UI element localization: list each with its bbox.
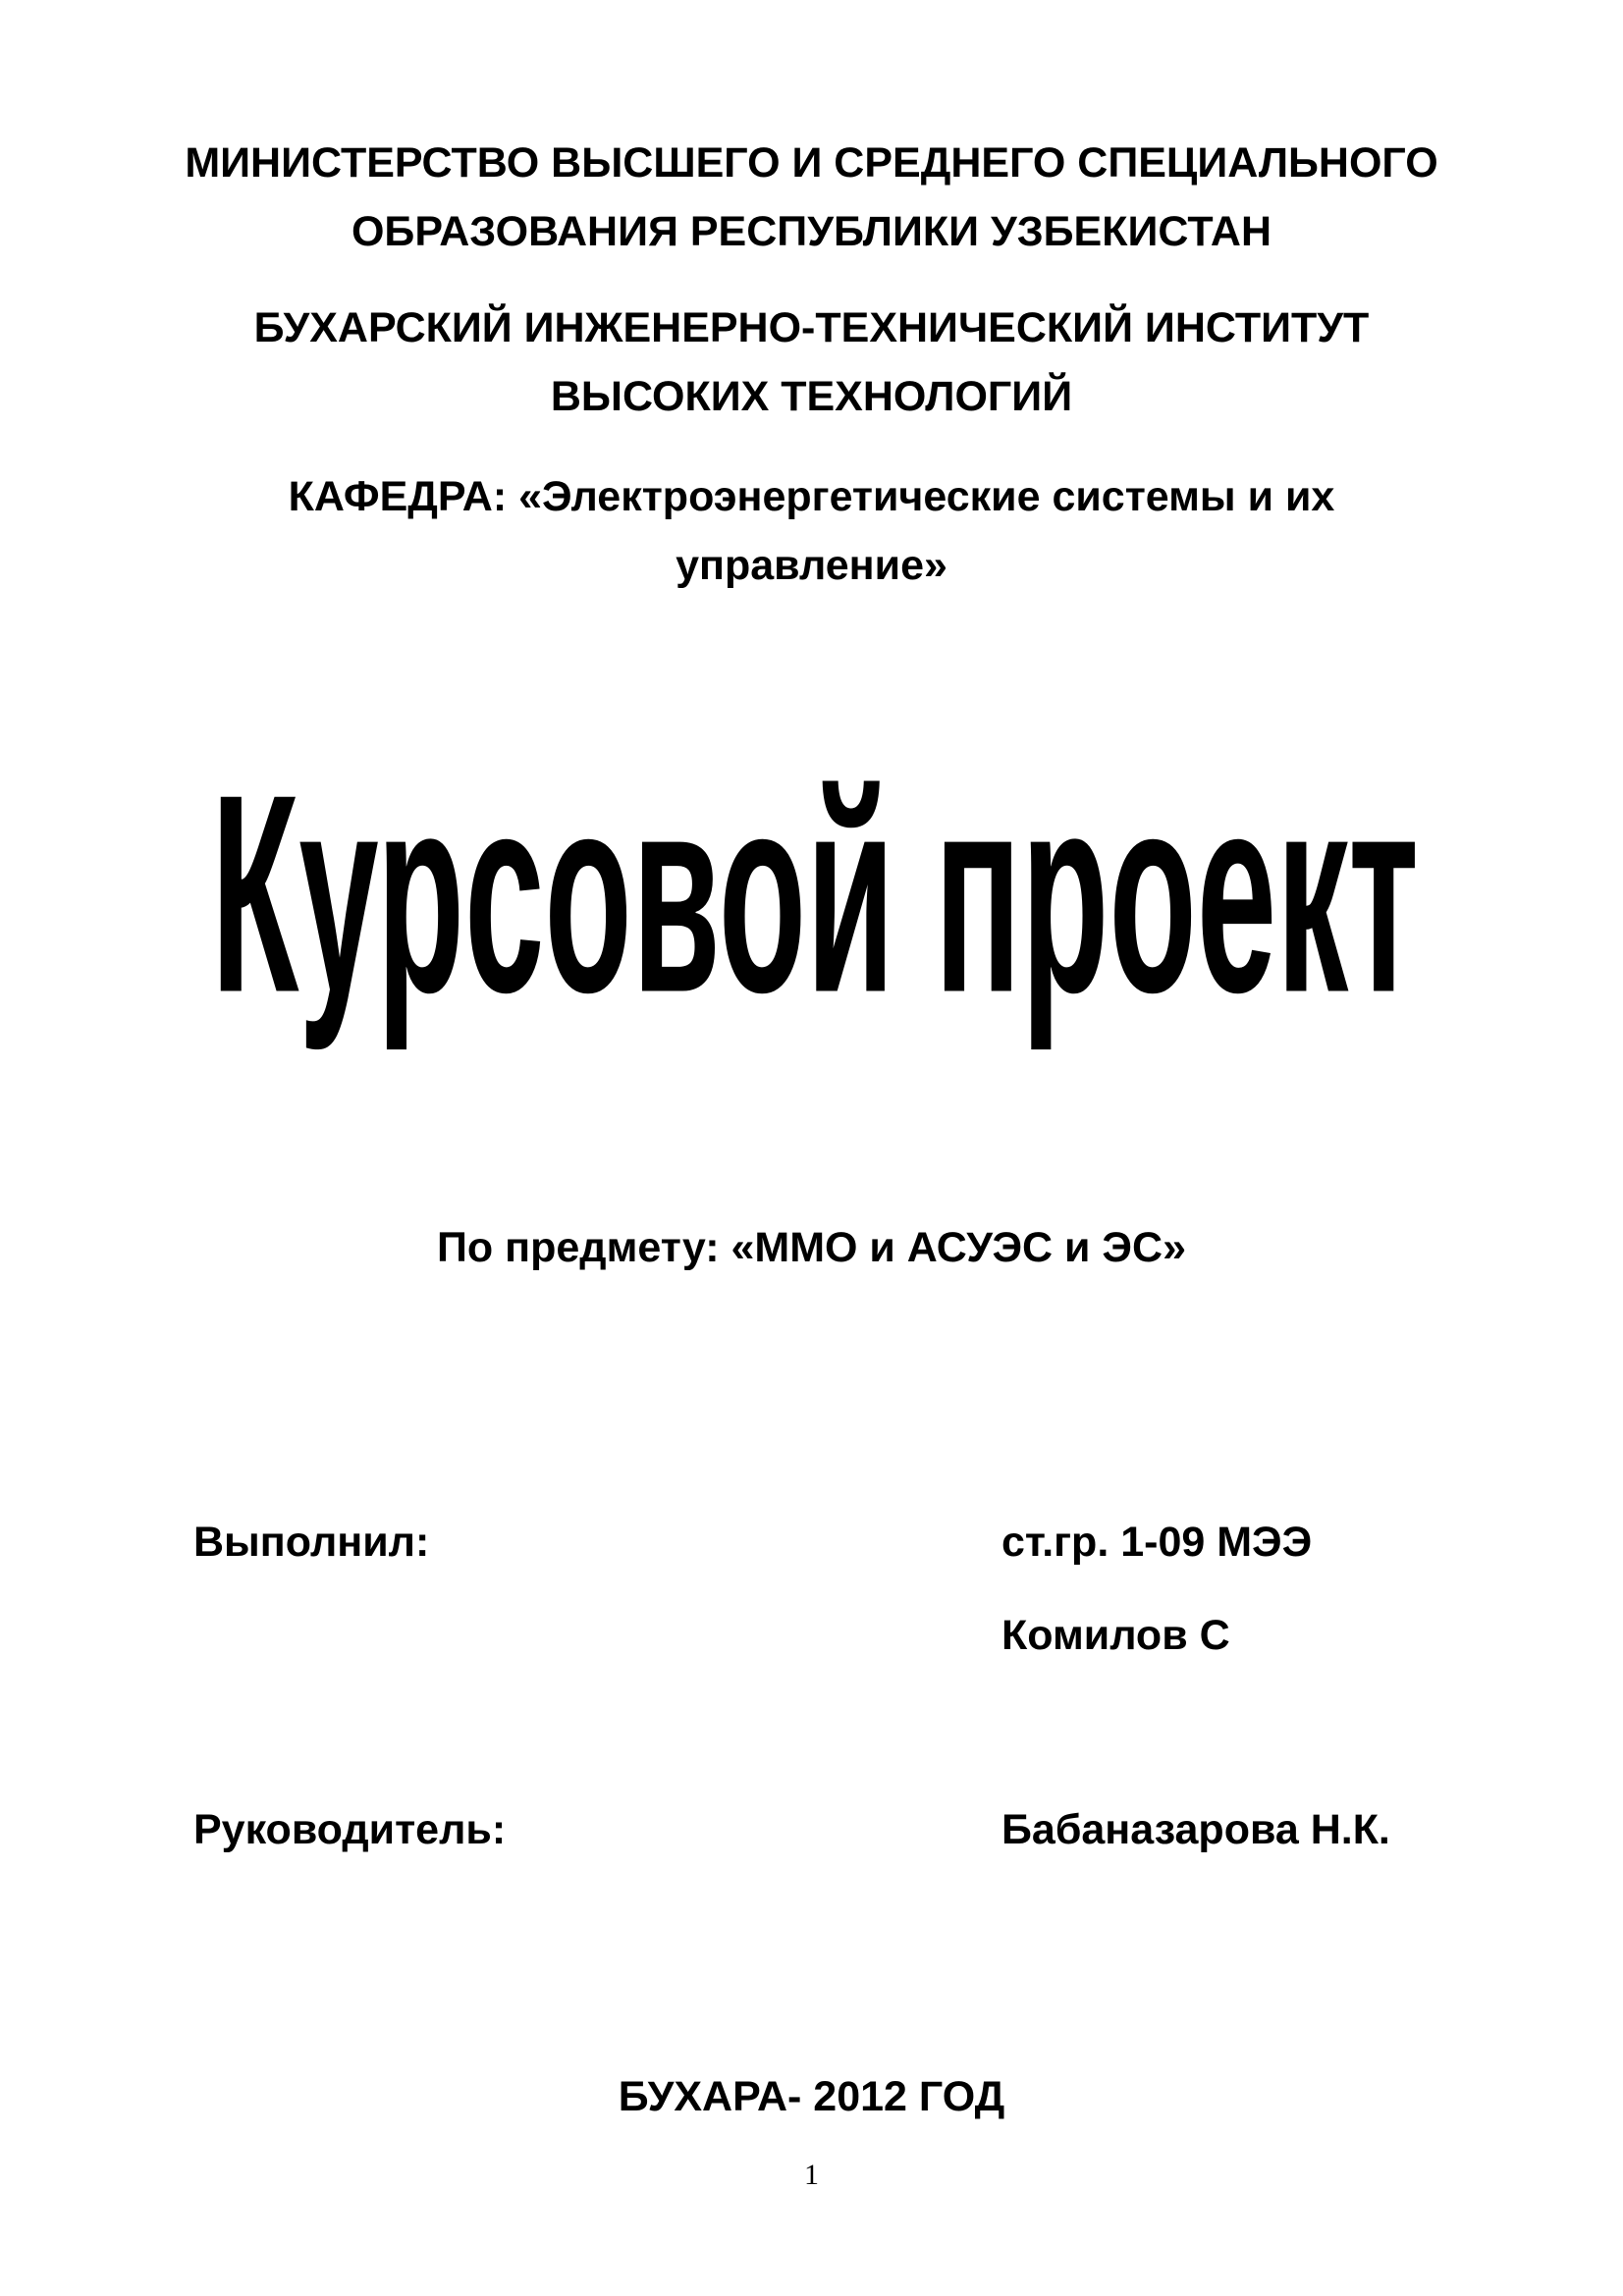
supervisor-label: Руководитель: xyxy=(193,1806,507,1853)
ministry-line-1: МИНИСТЕРСТВО ВЫСШЕГО И СРЕДНЕГО СПЕЦИАЛЬНОГО xyxy=(185,139,1438,187)
author-group: ст.гр. 1-09 МЭЭ xyxy=(1001,1519,1313,1566)
department-line-2: управление» xyxy=(676,542,947,589)
author-name: Комилов С xyxy=(1001,1612,1230,1659)
subject-line: По предмету: «ММО и АСУЭС и ЭС» xyxy=(437,1224,1186,1271)
page-number: 1 xyxy=(804,2159,819,2191)
course-project-title-art xyxy=(187,731,1443,1065)
department-line-1: КАФЕДРА: «Электроэнергетические системы и их xyxy=(288,473,1335,520)
city-year: БУХАРА- 2012 ГОД xyxy=(618,2073,1005,2120)
institute-line-2: ВЫСОКИХ ТЕХНОЛОГИЙ xyxy=(550,373,1073,420)
institute-line-1: БУХАРСКИЙ ИНЖЕНЕРНО-ТЕХНИЧЕСКИЙ ИНСТИТУТ xyxy=(253,304,1370,351)
author-label: Выполнил: xyxy=(193,1519,430,1566)
course-project-title-text: Курсовой проект xyxy=(210,736,1419,1052)
course-project-title xyxy=(187,731,1443,1065)
ministry-line-2: ОБРАЗОВАНИЯ РЕСПУБЛИКИ УЗБЕКИСТАН xyxy=(351,208,1272,255)
supervisor-name: Бабаназарова Н.К. xyxy=(1001,1806,1390,1853)
